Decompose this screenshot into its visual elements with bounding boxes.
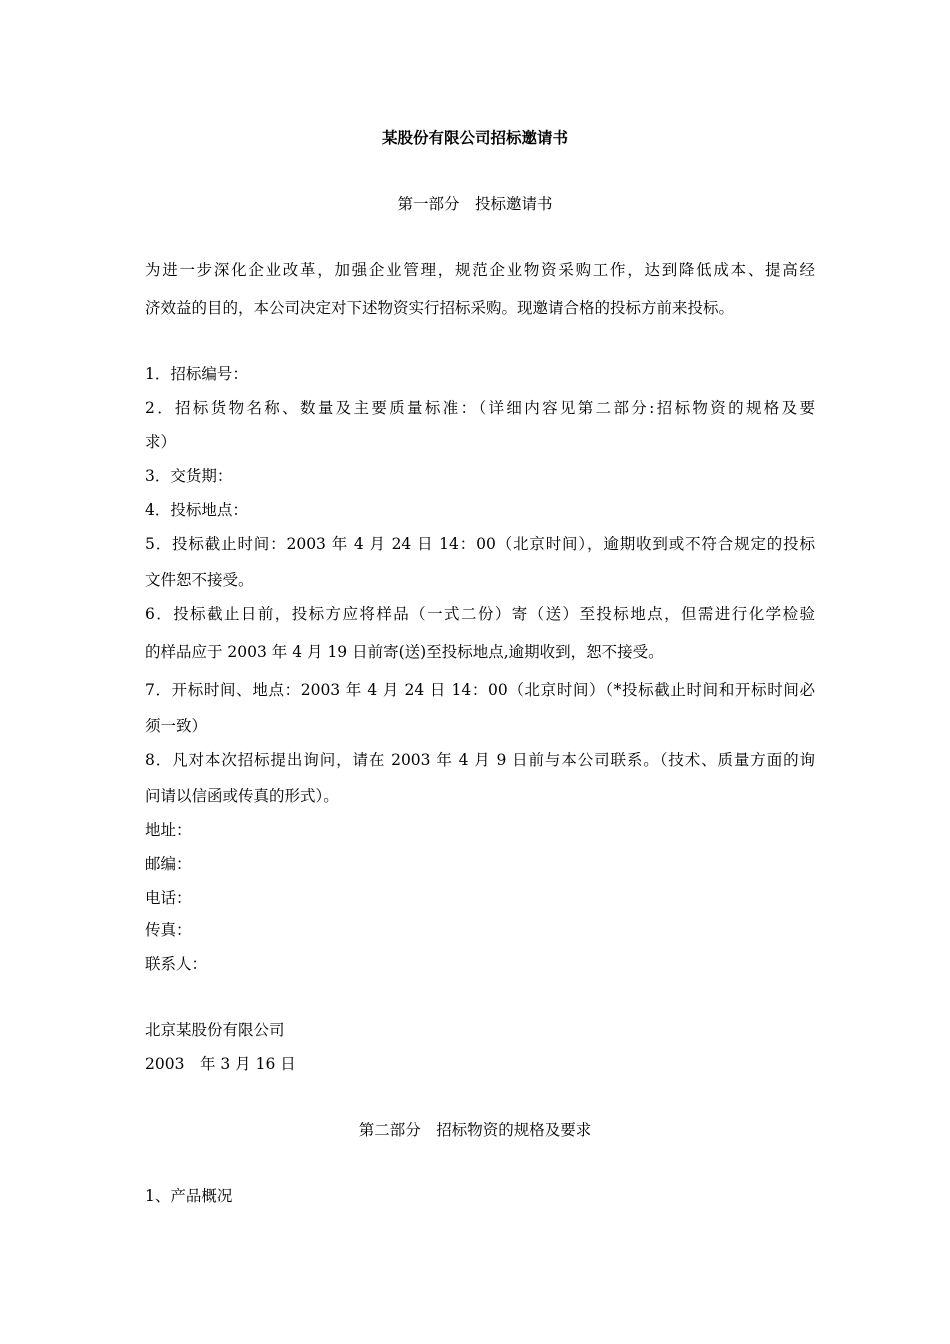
company-signature: 北京某股份有限公司 [145, 1021, 285, 1039]
contact-phone: 电话： [145, 889, 192, 907]
item-3-delivery: 3．交货期： [145, 467, 233, 485]
intro-paragraph-line: 济效益的目的，本公司决定对下述物资实行招标采购。现邀请合格的投标方前来投标。 [145, 299, 735, 317]
item-5-deadline: 5．投标截止时间：2003 年 4 月 24 日 14：00（北京时间），逾期收到或不符合规定的投标 [145, 535, 815, 553]
item-7-opening: 7．开标时间、地点：2003 年 4 月 24 日 14：00（北京时间）（*投标截止时间和开标时间必 [145, 681, 815, 699]
item-4-location: 4．投标地点： [145, 501, 248, 519]
item-2-goods-cont: 求） [145, 433, 177, 451]
part2-heading: 第二部分 招标物资的规格及要求 [358, 1121, 592, 1139]
intro-paragraph-line: 为进一步深化企业改革，加强企业管理，规范企业物资采购工作，达到降低成本、提高经 [145, 261, 815, 279]
part1-heading: 第一部分 投标邀请书 [397, 195, 553, 213]
contact-address: 地址： [145, 821, 192, 839]
item-1-tender-number: 1．招标编号： [145, 365, 248, 383]
item-6-samples-cont: 的样品应于 2003 年 4 月 19 日前寄(送)至投标地点,逾期收到，恕不接受。 [145, 643, 664, 661]
item-5-deadline-cont: 文件恕不接受。 [145, 571, 254, 589]
item-2-goods: 2．招标货物名称、数量及主要质量标准：（详细内容见第二部分:招标物资的规格及要 [145, 399, 815, 417]
section-1-heading: 1、产品概况 [145, 1187, 233, 1205]
item-8-inquiry-cont: 问请以信函或传真的形式）。 [145, 787, 339, 805]
item-8-inquiry: 8．凡对本次招标提出询问，请在 2003 年 4 月 9 日前与本公司联系。（技术、质量方面的询 [145, 751, 815, 769]
issue-date: 2003 年 3 月 16 日 [145, 1055, 296, 1073]
document-title: 某股份有限公司招标邀请书 [381, 128, 568, 147]
item-7-opening-cont: 须一致） [145, 717, 208, 735]
contact-fax: 传真： [145, 921, 192, 939]
contact-postcode: 邮编： [145, 855, 192, 873]
item-6-samples: 6．投标截止日前，投标方应将样品（一式二份）寄（送）至投标地点，但需进行化学检验 [145, 605, 815, 623]
contact-person: 联系人： [145, 955, 208, 973]
